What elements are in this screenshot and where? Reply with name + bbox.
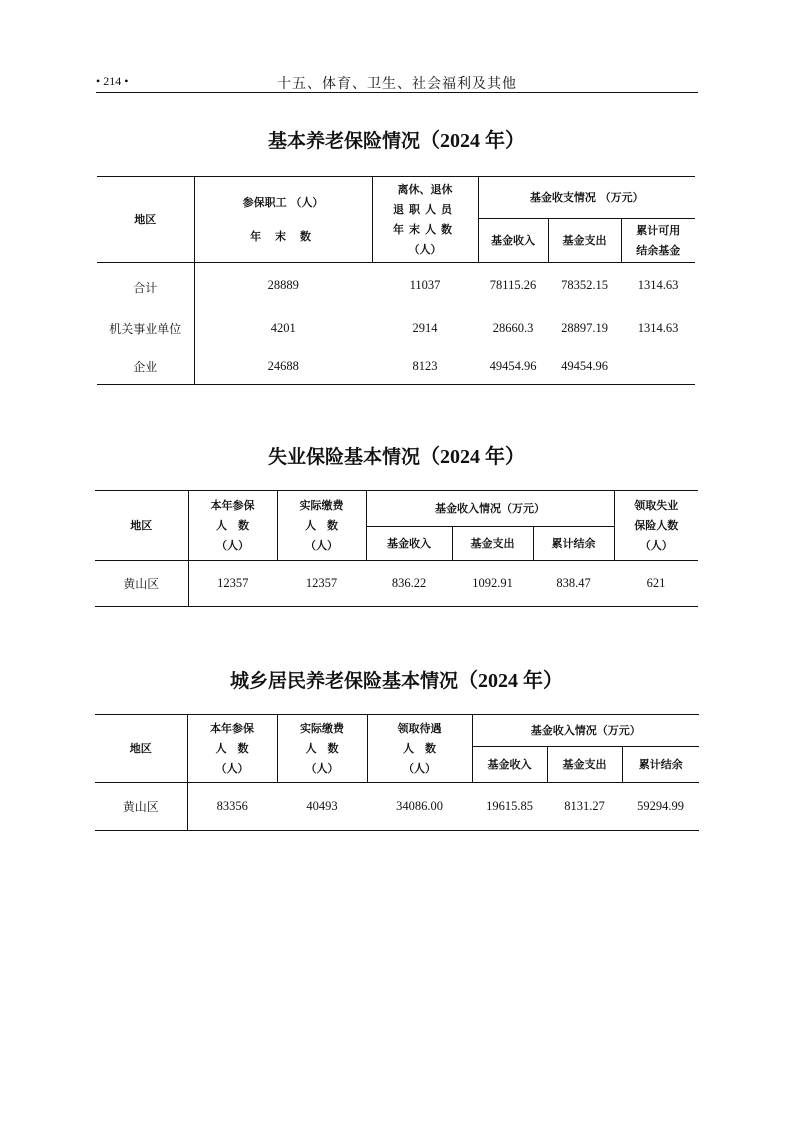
table1-row1-employees: 28889: [267, 278, 299, 293]
table1-header-retirees-l3: 年末人数: [393, 222, 457, 236]
table2-header-insured-l2: 人 数: [216, 518, 249, 532]
table1-header-cumulative-l1: 累计可用: [636, 223, 681, 237]
table1-row2-region: 机关事业单位: [97, 309, 194, 349]
table1-row3-retirees: 8123: [412, 358, 438, 373]
table2-header-paying: [277, 491, 366, 561]
table1-row2-cumulative: 1314.63: [637, 321, 679, 335]
table2-header-region: 地区: [95, 491, 188, 561]
table1-row1-expense: 78352.15: [561, 278, 608, 293]
table2-title-text: 失业保险基本情况: [267, 446, 420, 468]
table1-row2-expense: 28897.19: [561, 321, 608, 335]
table1-row2-retirees: 2914: [412, 321, 438, 335]
table3-title-text: 城乡居民养老保险基本情况: [229, 670, 458, 692]
table2-title: [0, 440, 793, 469]
table1-header-region: 地区: [97, 177, 194, 263]
table2-header-receiving-l3: （人）: [639, 538, 673, 552]
table1-header-employees-top: 参保职工 （人）: [242, 195, 324, 209]
table3-header-fund-group: 基金收入情况（万元）: [472, 715, 699, 747]
table1-row1-cumulative: 1314.63: [637, 278, 679, 293]
table1-header-expense: 基金支出: [548, 219, 621, 263]
table2-row1-paying: 12357: [305, 576, 338, 590]
table-row: [97, 263, 695, 309]
table3-header-income: 基金收入: [472, 747, 547, 783]
table3-header-receiving-l3: （人）: [403, 761, 436, 775]
table3-header-region: 地区: [95, 715, 187, 783]
resident-pension-table: [95, 714, 699, 831]
table2-row1-income: 836.22: [391, 576, 427, 590]
table-row: [95, 561, 698, 607]
table2-header-insured-l3: （人）: [216, 538, 249, 552]
table-row: [95, 783, 699, 831]
table2-header-cumulative: 累计结余: [533, 527, 614, 561]
table3-header-insured: [187, 715, 277, 783]
table-row: [97, 309, 695, 349]
table3-row1-income: 19615.85: [486, 799, 533, 813]
table-row: [97, 349, 695, 385]
table2-title-year: （2024 年）: [420, 446, 525, 468]
page-number: • 214 •: [96, 74, 129, 88]
table1-row1-income: 78115.26: [489, 278, 537, 293]
table1-header-income: 基金收入: [478, 219, 548, 263]
table1-title-year: （2024 年）: [420, 130, 525, 152]
table3-row1-expense: 8131.27: [564, 799, 605, 813]
table2-header-insured-l1: 本年参保: [210, 498, 255, 512]
table2-header-paying-l3: （人）: [305, 538, 338, 552]
table1-header-employees-bottom: 年 末 数: [250, 229, 316, 243]
table3-header-paying-l1: 实际缴费: [300, 721, 344, 735]
table2-row1-region: 黄山区: [95, 561, 188, 607]
table2-row1-cumulative: 838.47: [556, 576, 591, 590]
table2-header-receiving-l2: 保险人数: [634, 518, 679, 532]
table3-row1-region: 黄山区: [95, 783, 187, 831]
table3-header-paying-l2: 人 数: [305, 741, 339, 755]
table1-row3-employees: 24688: [267, 358, 299, 373]
table1-title: [0, 124, 793, 153]
table1-row3-expense: 49454.96: [561, 358, 608, 373]
table3-title: [0, 664, 793, 693]
table2-row1-receiving: 621: [646, 576, 666, 590]
table2-header-paying-l1: 实际缴费: [299, 498, 344, 512]
table1-row2-employees: 4201: [270, 321, 296, 335]
table1-header-employees: [194, 177, 372, 263]
table3-header-expense: 基金支出: [547, 747, 622, 783]
table2-header-expense: 基金支出: [452, 527, 533, 561]
table3-header-insured-l1: 本年参保: [210, 721, 254, 735]
table2-header-receiving-l1: 领取失业: [634, 498, 679, 512]
table3-header-insured-l3: （人）: [215, 761, 249, 775]
table1-row3-cumulative: [621, 349, 695, 385]
table2-header-receiving: [614, 491, 698, 561]
table1-row2-income: 28660.3: [492, 321, 534, 335]
table1-header-cumulative-l2: 结余基金: [636, 243, 681, 257]
table1-header-retirees-l1: 离休、退休: [397, 182, 453, 196]
unemployment-table: [95, 490, 698, 607]
table2-header-fund-group: 基金收入情况（万元）: [366, 491, 614, 527]
table1-title-text: 基本养老保险情况: [267, 130, 420, 152]
table1-header-retirees-l4: （人）: [408, 242, 442, 256]
table2-row1-insured: 12357: [217, 576, 249, 590]
table2-header-paying-l2: 人 数: [305, 518, 338, 532]
table3-header-receiving-l2: 人 数: [403, 741, 436, 755]
table1-row1-retirees: 11037: [409, 278, 441, 293]
table3-title-year: （2024 年）: [458, 670, 563, 692]
table1-header-retirees-l2: 退职人员: [393, 202, 457, 216]
table3-header-paying-l3: （人）: [305, 761, 339, 775]
pension-table: [97, 176, 695, 385]
chapter-title: 十五、体育、卫生、社会福利及其他: [277, 76, 517, 92]
table1-row1-region: 合计: [97, 263, 194, 309]
table2-header-income: 基金收入: [366, 527, 452, 561]
table2-header-insured: [188, 491, 277, 561]
table3-row1-insured: 83356: [216, 799, 248, 813]
table3-row1-receiving: 34086.00: [396, 799, 443, 813]
table3-header-cumulative: 累计结余: [622, 747, 699, 783]
table3-row1-cumulative: 59294.99: [637, 799, 684, 813]
table3-header-receiving: [367, 715, 472, 783]
table1-header-cumulative: [621, 219, 695, 263]
table3-header-paying: [277, 715, 367, 783]
table3-header-receiving-l1: 领取待遇: [397, 721, 442, 735]
table3-row1-paying: 40493: [306, 799, 338, 813]
table1-header-fund-group: 基金收支情况 （万元）: [478, 177, 695, 219]
table2-row1-expense: 1092.91: [472, 576, 513, 590]
table1-header-retirees: [372, 177, 478, 263]
table1-row3-income: 49454.96: [489, 358, 537, 373]
table3-header-insured-l2: 人 数: [215, 741, 249, 755]
table1-row3-region: 企业: [97, 349, 194, 385]
page-header: [96, 72, 698, 93]
